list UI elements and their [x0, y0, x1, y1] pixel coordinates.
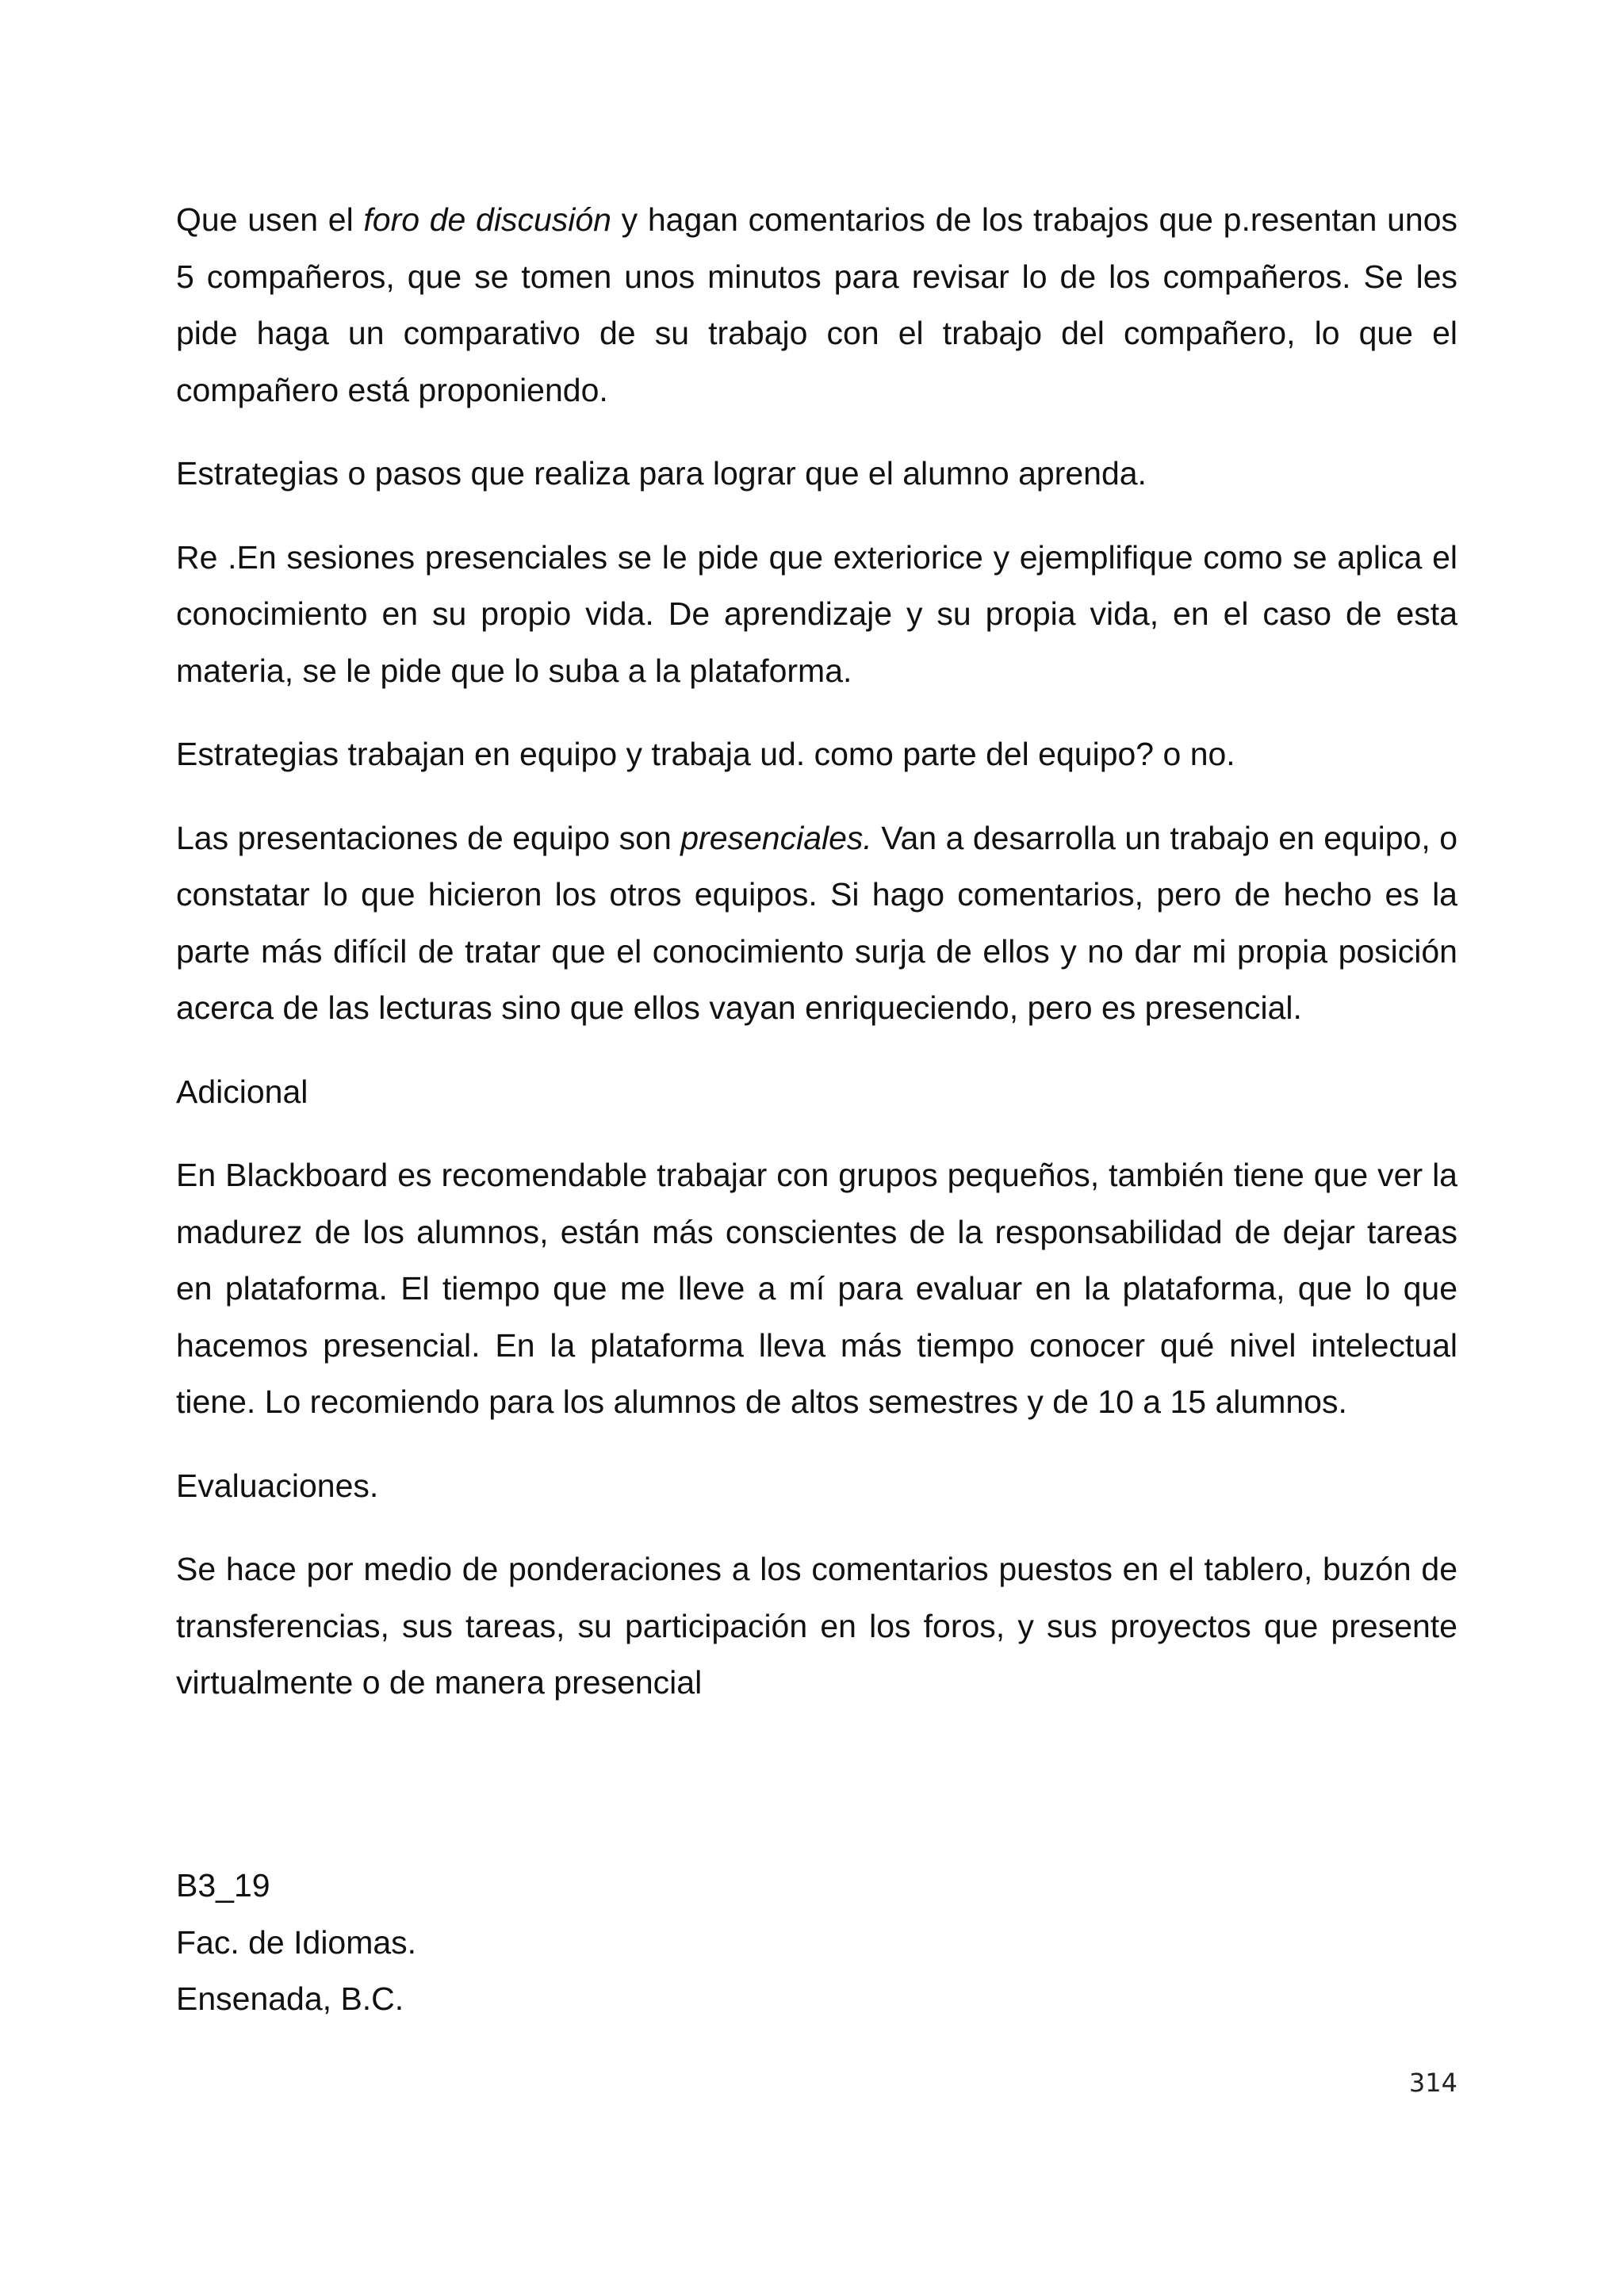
heading-adicional: Adicional — [176, 1073, 308, 1110]
italic-term-presenciales: presenciales. — [680, 819, 872, 856]
italic-term-forum: foro de discusión — [363, 201, 611, 238]
paragraph-blackboard: En Blackboard es recomendable trabajar con grupos pequeños, también tiene que ver la madurez de los alumnos, están más conscientes de la responsabilidad de dejar tareas en plataforma. El tiempo que me lleve a mí para evaluar en la plataforma, que lo que hacemos presencial. En la plataforma lleva más tiempo conocer qué nivel intelectual tiene. Lo recomiendo para los alumnos de altos semestres y de 10 a 15 alumnos. — [176, 1157, 1457, 1420]
paragraph-forum-comments — [176, 192, 1457, 419]
heading-evaluaciones: Evaluaciones. — [176, 1467, 379, 1504]
paragraph-team-presentations — [176, 810, 1457, 1037]
faculty-name: Fac. de Idiomas. — [176, 1923, 417, 1961]
document-body — [176, 192, 1457, 1712]
paragraph-text: Que usen el — [176, 201, 364, 238]
page-number: 314 — [1408, 2068, 1457, 2098]
paragraph-evaluation-method: Se hace por medio de ponderaciones a los comentarios puestos en el tablero, buzón de transferencias, sus tareas, su participación en los foros, y sus proyectos que presente virtualmente o de manera presencial — [176, 1551, 1457, 1701]
paragraph-text: Las presentaciones de equipo son — [176, 819, 681, 856]
paragraph-text: Van a desarrolla un trabajo en equipo, o constatar lo que hicieron los otros equipos. Si hago comentarios, pero de hecho es la parte más difícil de tratar que el conocimiento surja de ellos y no dar mi propia posición acerca de las lecturas sino que ellos vayan enriqueciendo, pero es presencial. — [176, 819, 1457, 1026]
paragraph-response-sessions: Re .En sesiones presenciales se le pide que exteriorice y ejemplifique como se aplica el conocimiento en su propio vida. De aprendizaje y su propia vida, en el caso de esta materia, se le pide que lo suba a la plataforma. — [176, 538, 1457, 689]
question-strategies: Estrategias o pasos que realiza para lograr que el alumno aprenda. — [176, 455, 1147, 492]
location: Ensenada, B.C. — [176, 1980, 404, 2017]
signature-block — [176, 1858, 416, 2028]
question-teamwork: Estrategias trabajan en equipo y trabaja ud. como parte del equipo? o no. — [176, 736, 1235, 772]
interview-code: B3_19 — [176, 1867, 270, 1904]
paragraph-text: y hagan comentarios de los trabajos que p.resentan unos 5 compañeros, que se tomen unos minutos para revisar lo de los compañeros. Se les pide haga un comparativo de su trabajo con el trabajo del compañero, lo que el compañero está proponiendo. — [176, 201, 1457, 408]
